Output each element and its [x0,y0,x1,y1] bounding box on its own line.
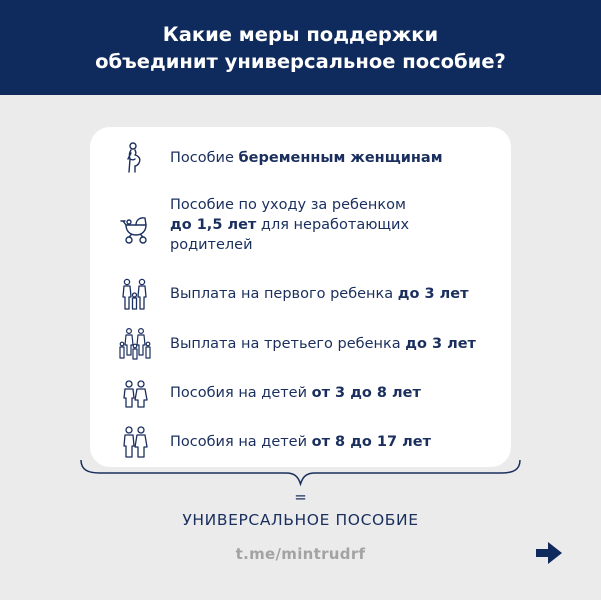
list-item-first-child [90,277,511,311]
list-item-third-child [90,327,511,361]
list-item-pregnant [90,141,511,175]
title-line-1: Какие меры поддержки [162,23,439,46]
header-banner [0,0,601,95]
support-measures-card [90,127,511,467]
family-one-child-icon [118,277,152,311]
item-text: Выплата на первого ребенка до 3 лет [170,286,469,302]
equals-sign: = [294,488,307,506]
two-kids-icon [118,376,152,410]
arrow-right-icon[interactable] [534,540,564,566]
item-text: Выплата на третьего ребенка до 3 лет [170,336,476,352]
list-item-8-to-17 [90,425,511,459]
two-teens-icon [118,425,152,459]
list-item-childcare [90,197,511,253]
result-label: УНИВЕРСАЛЬНОЕ ПОСОБИЕ [182,511,419,529]
title-line-2: объединит универсальное пособие? [95,50,506,73]
item-text: Пособие по уходу за ребенком до 1,5 лет для неработающих родителей [170,197,410,253]
list-item-3-to-8 [90,376,511,410]
telegram-link[interactable]: t.me/mintrudrf [235,545,366,563]
item-text: Пособия на детей от 3 до 8 лет [170,385,421,401]
family-three-children-icon [118,327,152,361]
item-text: Пособия на детей от 8 до 17 лет [170,434,431,450]
pregnant-woman-icon [118,141,152,175]
item-text: Пособие беременным женщинам [170,150,443,166]
stroller-icon [118,211,152,245]
curly-brace [78,458,523,488]
